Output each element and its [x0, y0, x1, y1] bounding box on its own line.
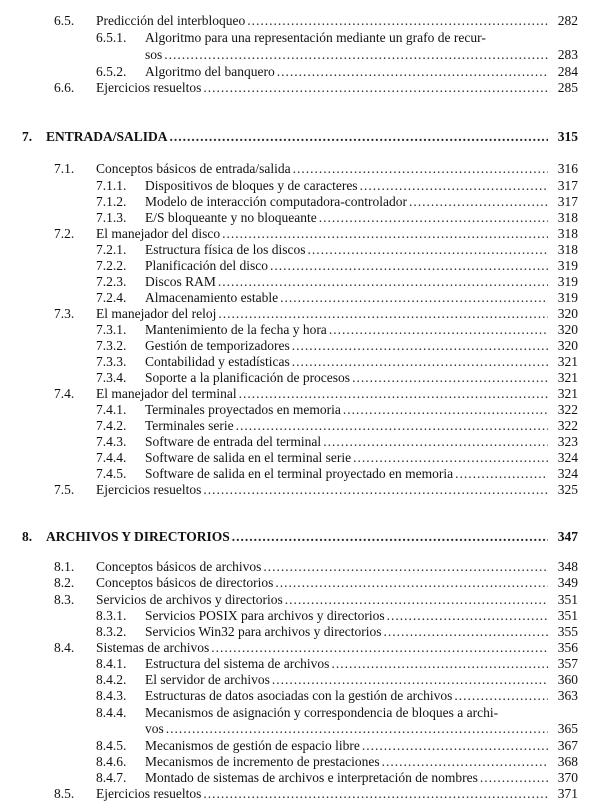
- entry-title: Mecanismos de gestión de espacio libre: [145, 738, 360, 753]
- entry-number: 8.4.2.: [96, 672, 127, 687]
- toc-entry: [0, 417, 600, 434]
- dot-leader: [263, 558, 548, 575]
- dot-leader: [362, 737, 548, 754]
- entry-number: 7.2.: [54, 226, 75, 241]
- dot-leader: [319, 209, 548, 226]
- entry-number: 7.3.2.: [96, 338, 127, 353]
- toc-entry: [0, 225, 600, 242]
- toc-entry: [0, 241, 600, 258]
- dot-leader: [239, 385, 548, 402]
- entry-title: Almacenamiento estable: [145, 290, 279, 305]
- entry-title: Algoritmo para una representación mediante un grafo de recur-: [145, 30, 486, 45]
- entry-number: 7.4.4.: [96, 450, 127, 465]
- dot-leader: [323, 433, 548, 450]
- toc-entry: [0, 305, 600, 322]
- dot-leader: [480, 769, 548, 786]
- toc-entry: [0, 273, 600, 290]
- toc-entry: [0, 401, 600, 418]
- dot-leader: [409, 193, 548, 210]
- dot-leader: [211, 639, 548, 656]
- dot-leader: [382, 753, 548, 770]
- entry-title: Terminales proyectados en memoria: [145, 402, 341, 417]
- entry-number: 8.4.: [54, 640, 75, 655]
- dot-leader: [218, 305, 548, 322]
- entry-title: El servidor de archivos: [145, 672, 270, 687]
- entry-number: 6.5.2.: [96, 64, 127, 79]
- dot-leader: [293, 160, 548, 177]
- toc-entry: [0, 353, 600, 370]
- entry-number: 7.2.1.: [96, 242, 127, 257]
- entry-page: 319: [557, 290, 578, 305]
- entry-title: Soporte a la planificación de procesos: [145, 370, 351, 385]
- entry-number: 7.5.: [54, 482, 75, 497]
- entry-page: 370: [557, 770, 578, 785]
- entry-page: 284: [557, 64, 578, 79]
- dot-leader: [353, 449, 548, 466]
- entry-title: El manejador del terminal: [96, 386, 237, 401]
- entry-number: 8.2.: [54, 575, 75, 590]
- entry-number: 8.3.: [54, 592, 75, 607]
- entry-title: Software de entrada del terminal: [145, 434, 322, 449]
- chapter-entry: [0, 528, 600, 545]
- dot-leader: [384, 623, 548, 640]
- dot-leader: [170, 128, 548, 145]
- entry-page: 371: [557, 786, 578, 801]
- entry-number: 8.1.: [54, 559, 75, 574]
- entry-number: 7.4.2.: [96, 418, 127, 433]
- entry-page: 322: [557, 402, 578, 417]
- toc-entry: [0, 753, 600, 770]
- entry-title: Servicios Win32 para archivos y directorios: [145, 624, 382, 639]
- dot-leader: [292, 353, 548, 370]
- entry-title: El manejador del reloj: [96, 306, 217, 321]
- entry-number: 7.1.: [54, 161, 75, 176]
- toc-entry: [0, 687, 600, 704]
- entry-number: 8.4.7.: [96, 770, 127, 785]
- toc-entry: [0, 720, 600, 737]
- toc-entry: [0, 257, 600, 274]
- dot-leader: [232, 528, 548, 545]
- toc-entry: [0, 337, 600, 354]
- entry-title: Mecanismos de incremento de prestaciones: [145, 754, 380, 769]
- toc-entry: [0, 12, 600, 29]
- toc-entry: [0, 321, 600, 338]
- entry-title: Estructuras de datos asociadas con la gestión de archivos: [145, 688, 453, 703]
- entry-title: Software de salida en el terminal serie: [145, 450, 352, 465]
- entry-title: Ejercicios resueltos: [96, 482, 202, 497]
- dot-leader: [218, 273, 548, 290]
- entry-page: 322: [557, 418, 578, 433]
- entry-number: 7.4.5.: [96, 466, 127, 481]
- entry-number: 7.1.2.: [96, 194, 127, 209]
- entry-page: 351: [557, 608, 578, 623]
- entry-number: 6.5.: [54, 13, 75, 28]
- entry-title: Predicción del interbloqueo: [96, 13, 246, 28]
- entry-number: 8.4.6.: [96, 754, 127, 769]
- entry-number: 7.3.3.: [96, 354, 127, 369]
- entry-page: 283: [557, 47, 578, 62]
- entry-page: 282: [557, 13, 578, 28]
- dot-leader: [329, 321, 548, 338]
- entry-page: 318: [557, 242, 578, 257]
- dot-leader: [307, 241, 548, 258]
- entry-title: Montado de sistemas de archivos e interpretación de nombres: [145, 770, 478, 785]
- toc-entry: [0, 79, 600, 96]
- toc-entry: [0, 655, 600, 672]
- entry-page: 321: [557, 370, 578, 385]
- entry-page: 285: [557, 80, 578, 95]
- entry-number: 6.6.: [54, 80, 75, 95]
- dot-leader: [203, 785, 548, 802]
- toc-entry: [0, 639, 600, 656]
- entry-page: 355: [557, 624, 578, 639]
- entry-title: Software de salida en el terminal proyectado en memoria: [145, 466, 454, 481]
- toc-entry: [0, 481, 600, 498]
- entry-page: 320: [557, 338, 578, 353]
- entry-title: Sistemas de archivos: [96, 640, 210, 655]
- dot-leader: [343, 401, 548, 418]
- entry-page: 324: [557, 466, 578, 481]
- entry-number: 8.4.5.: [96, 738, 127, 753]
- entry-title: Discos RAM: [145, 274, 216, 289]
- chapter-page: 347: [557, 529, 578, 544]
- entry-number: 7.4.: [54, 386, 75, 401]
- chapter-entry: [0, 128, 600, 145]
- toc-entry: [0, 769, 600, 786]
- entry-page: 318: [557, 210, 578, 225]
- entry-number: 8.4.1.: [96, 656, 127, 671]
- toc-entry: [0, 385, 600, 402]
- toc-entry: [0, 623, 600, 640]
- entry-page: 317: [557, 194, 578, 209]
- entry-number: 7.2.2.: [96, 258, 127, 273]
- entry-page: 320: [557, 306, 578, 321]
- entry-title: E/S bloqueante y no bloqueante: [145, 210, 317, 225]
- dot-leader: [164, 46, 548, 63]
- dot-leader: [387, 607, 548, 624]
- entry-number: 8.3.1.: [96, 608, 127, 623]
- entry-number: 8.3.2.: [96, 624, 127, 639]
- entry-page: 357: [557, 656, 578, 671]
- entry-number: 8.5.: [54, 786, 75, 801]
- entry-title: vos: [145, 721, 164, 736]
- toc-entry: [0, 704, 600, 721]
- entry-title: Conceptos básicos de directorios: [96, 575, 274, 590]
- entry-page: 349: [557, 575, 578, 590]
- toc-entry: [0, 177, 600, 194]
- entry-title: Conceptos básicos de entrada/salida: [96, 161, 291, 176]
- toc-entry: [0, 46, 600, 63]
- toc-entry: [0, 193, 600, 210]
- entry-page: 356: [557, 640, 578, 655]
- entry-number: 8.4.3.: [96, 688, 127, 703]
- entry-title: Estructura física de los discos: [145, 242, 306, 257]
- entry-number: 7.3.1.: [96, 322, 127, 337]
- dot-leader: [166, 720, 548, 737]
- dot-leader: [270, 257, 548, 274]
- toc-entry: [0, 369, 600, 386]
- dot-leader: [280, 289, 548, 306]
- toc-entry: [0, 671, 600, 688]
- chapter-number: 7.: [22, 129, 33, 144]
- toc-entry: [0, 289, 600, 306]
- entry-title: Mecanismos de asignación y correspondencia de bloques a archi-: [145, 705, 499, 720]
- dot-leader: [203, 79, 548, 96]
- toc-entry: [0, 465, 600, 482]
- entry-page: 351: [557, 592, 578, 607]
- dot-leader: [454, 687, 548, 704]
- chapter-number: 8.: [22, 529, 33, 544]
- entry-page: 348: [557, 559, 578, 574]
- dot-leader: [331, 655, 548, 672]
- entry-title: sos: [145, 47, 163, 62]
- dot-leader: [352, 369, 548, 386]
- entry-page: 317: [557, 178, 578, 193]
- toc-entry: [0, 574, 600, 591]
- dot-leader: [275, 574, 548, 591]
- entry-title: Algoritmo del banquero: [145, 64, 275, 79]
- entry-page: 360: [557, 672, 578, 687]
- dot-leader: [360, 177, 548, 194]
- entry-title: Modelo de interacción computadora-controlador: [145, 194, 408, 209]
- chapter-title: ARCHIVOS Y DIRECTORIOS: [46, 529, 230, 544]
- entry-page: 321: [557, 354, 578, 369]
- entry-title: Gestión de temporizadores: [145, 338, 290, 353]
- entry-title: Terminales serie: [145, 418, 234, 433]
- entry-number: 7.1.3.: [96, 210, 127, 225]
- toc-entry: [0, 160, 600, 177]
- toc-entry: [0, 433, 600, 450]
- entry-number: 7.3.4.: [96, 370, 127, 385]
- entry-number: 7.4.1.: [96, 402, 127, 417]
- entry-page: 367: [557, 738, 578, 753]
- entry-number: 7.2.4.: [96, 290, 127, 305]
- toc-entry: [0, 737, 600, 754]
- toc-entry: [0, 591, 600, 608]
- entry-title: Estructura del sistema de archivos: [145, 656, 330, 671]
- entry-page: 320: [557, 322, 578, 337]
- entry-page: 368: [557, 754, 578, 769]
- entry-number: 6.5.1.: [96, 30, 127, 45]
- entry-page: 316: [557, 161, 578, 176]
- toc-entry: [0, 209, 600, 226]
- entry-title: Planificación del disco: [145, 258, 268, 273]
- entry-title: Dispositivos de bloques y de caracteres: [145, 178, 358, 193]
- dot-leader: [222, 225, 548, 242]
- toc-entry: [0, 449, 600, 466]
- entry-title: El manejador del disco: [96, 226, 221, 241]
- entry-number: 8.4.4.: [96, 705, 127, 720]
- entry-number: 7.4.3.: [96, 434, 127, 449]
- toc-entry: [0, 785, 600, 802]
- dot-leader: [455, 465, 548, 482]
- toc-entry: [0, 63, 600, 80]
- dot-leader: [285, 591, 548, 608]
- dot-leader: [203, 481, 548, 498]
- toc-entry: [0, 607, 600, 624]
- dot-leader: [236, 417, 548, 434]
- toc-entry: [0, 29, 600, 46]
- dot-leader: [292, 337, 548, 354]
- chapter-title: ENTRADA/SALIDA: [46, 129, 168, 144]
- dot-leader: [277, 63, 548, 80]
- entry-number: 7.1.1.: [96, 178, 127, 193]
- entry-page: 319: [557, 274, 578, 289]
- entry-title: Conceptos básicos de archivos: [96, 559, 262, 574]
- entry-title: Ejercicios resueltos: [96, 80, 202, 95]
- entry-number: 7.2.3.: [96, 274, 127, 289]
- entry-title: Contabilidad y estadísticas: [145, 354, 290, 369]
- entry-page: 365: [557, 721, 578, 736]
- dot-leader: [247, 12, 548, 29]
- dot-leader: [272, 671, 548, 688]
- entry-page: 319: [557, 258, 578, 273]
- entry-title: Ejercicios resueltos: [96, 786, 202, 801]
- entry-page: 318: [557, 226, 578, 241]
- entry-title: Servicios de archivos y directorios: [96, 592, 283, 607]
- entry-page: 324: [557, 450, 578, 465]
- entry-title: Mantenimiento de la fecha y hora: [145, 322, 327, 337]
- entry-page: 325: [557, 482, 578, 497]
- chapter-page: 315: [557, 129, 578, 144]
- entry-title: Servicios POSIX para archivos y directorios: [145, 608, 385, 623]
- entry-page: 363: [557, 688, 578, 703]
- entry-number: 7.3.: [54, 306, 75, 321]
- toc-entry: [0, 558, 600, 575]
- entry-page: 323: [557, 434, 578, 449]
- entry-page: 321: [557, 386, 578, 401]
